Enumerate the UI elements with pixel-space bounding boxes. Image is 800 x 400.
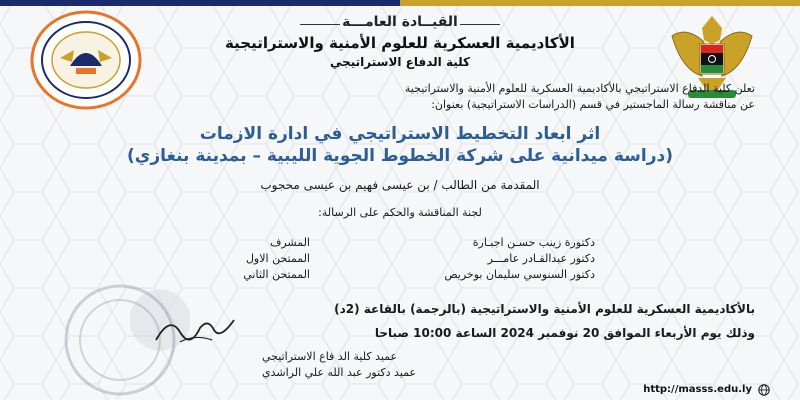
announcement-line-1: تعلن كلية الدفاع الاستراتيجي بالأكاديمية العسكرية للعلوم الأمنية والاستراتيجية [404,82,755,95]
header-command: القيــادة العامـــة [342,14,458,30]
signature-icon [150,310,240,350]
website-link[interactable]: http://masss.edu.ly [643,384,752,395]
student-line: المقدمة من الطالب / بن عيسى فهيم بن عيسى محجوب [260,178,540,192]
committee-member-name: دكتور عبدالقـادر عامـــر [487,252,595,265]
committee-member-name: دكتور السنوسي سليمان بوخريص [444,268,595,281]
date-time-line: وذلك يوم الأربعاء الموافق 20 نوفمبر 2024 الساعة 10:00 صباحا [374,326,755,340]
thesis-subtitle: (دراسة ميدانية على شركة الخطوط الجوية الليبية – بمدينة بنغازي) [127,146,673,166]
committee-member-name: دكتورة زينب حسـن اجبـارة [472,236,595,249]
header-college: كلية الدفاع الاستراتيجي [329,55,471,69]
header-academy: الأكاديمية العسكرية للعلوم الأمنية والاستراتيجية [225,34,575,52]
committee-role: الممتحن الاول [245,252,310,265]
committee-title: لجنة المناقشة والحكم على الرسالة: [318,206,482,219]
committee-role: الممتحن الثاني [243,268,310,281]
dean-name: عميد دكتور عبد الله علي الراشدي [262,366,417,379]
venue-line: بالأكاديمية العسكرية للعلوم الأمنية والاستراتيجية (بالرجمة) بالقاعة (2د) [334,302,755,316]
globe-icon [758,384,770,396]
announcement-line-2: عن مناقشة رسالة الماجستير في قسم (الدراسات الاستراتيجية) بعنوان: [431,98,755,111]
dean-title: عميد كلية الد فاع الاستراتيجي [262,350,398,363]
committee-role: المشرف [269,236,310,249]
thesis-title: اثر ابعاد التخطيط الاستراتيجي في ادارة الازمات [199,124,601,144]
academy-seal-icon [30,10,142,110]
